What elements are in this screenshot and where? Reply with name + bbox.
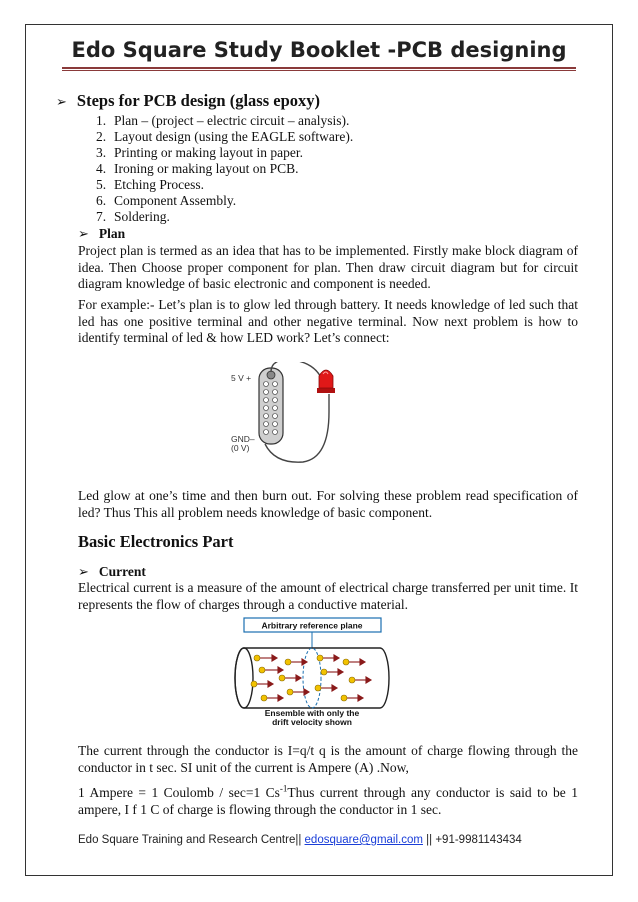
steps-heading [56, 91, 320, 111]
steps-list [96, 113, 353, 225]
reference-plane-label: Arbitrary reference plane [261, 620, 363, 631]
arrow-bullet-icon: ➢ [78, 565, 89, 580]
page-title: Edo Square Study Booklet -PCB designing [71, 38, 567, 62]
title-rule [62, 67, 576, 69]
list-item: 7. Soldering. [96, 209, 170, 224]
list-item: 3. Printing or making layout in paper. [96, 145, 303, 160]
footer-organization: Edo Square Training and Research Centre|| [78, 834, 305, 846]
plan-paragraph-3: Led glow at one’s time and then burn out. For solving these problem read specification of led? Thus This all problem needs knowledge of basic component. [78, 488, 578, 520]
gnd-label: GND– [231, 434, 255, 444]
list-item: 6. Component Assembly. [96, 193, 237, 208]
list-item: 2. Layout design (using the EAGLE software). [96, 129, 354, 144]
positive-terminal-label: 5 V + [231, 373, 252, 383]
current-paragraph-1: Electrical current is a measure of the amount of electrical charge transferred per unit time. It represents the flow of charges through a conductive material. [78, 580, 578, 612]
footer-phone: || +91-9981143434 [422, 834, 522, 846]
gnd-sub-label: (0 V) [231, 443, 250, 453]
section-heading: Basic Electronics Part [78, 532, 234, 551]
list-item: 1. Plan – (project – electric circuit – analysis). [96, 113, 350, 128]
led-icon [319, 370, 333, 388]
led-base [317, 388, 335, 393]
plan-heading: ➢ Plan [78, 226, 126, 242]
drift-label-line2: drift velocity shown [272, 717, 352, 726]
title-rule-thin [62, 70, 576, 71]
current-paragraph-2: The current through the conductor is I=q/t q is the amount of charge flowing through the conductor in t sec. SI unit of the current is Ampere (A) .Now, [78, 743, 578, 775]
list-item: 5. Etching Process. [96, 177, 204, 192]
arrow-bullet-icon: ➢ [78, 227, 89, 242]
drift-velocity-figure [222, 614, 398, 726]
current-paragraph-3: 1 Ampere = 1 Coulomb / sec=1 $Cs^{-1}Thus$ current through any conductor is said to be 1 ampere, I f 1 C of charge is flowing through the conductor in 1 sec. [78, 783, 578, 817]
plan-paragraph-2: For example:- Let’s plan is to glow led through battery. It needs knowledge of led such that led has one positive terminal and other negative terminal. Now next problem is how to identify terminal of led & how LED work? Let’s connect: [78, 297, 578, 345]
steps-heading-text: Steps for PCB design (glass epoxy) [76, 91, 320, 110]
list-item: 4. Ironing or making layout on PCB. [96, 161, 299, 176]
footer [78, 834, 522, 846]
footer-email-link[interactable]: edosquare@gmail.com [304, 834, 423, 846]
current-heading: ➢ Current [78, 564, 146, 580]
led-battery-figure [225, 362, 365, 467]
drift-label-line1: Ensemble with only the [264, 708, 360, 718]
arrow-bullet-icon: ➢ [56, 95, 67, 110]
plan-paragraph-1: Project plan is termed as an idea that has to be implemented. Firstly make block diagram of idea. Then Choose proper component for plan. Then draw circuit diagram but for circuit diagram knowledge of basic electronic and component is needed. [78, 243, 578, 291]
